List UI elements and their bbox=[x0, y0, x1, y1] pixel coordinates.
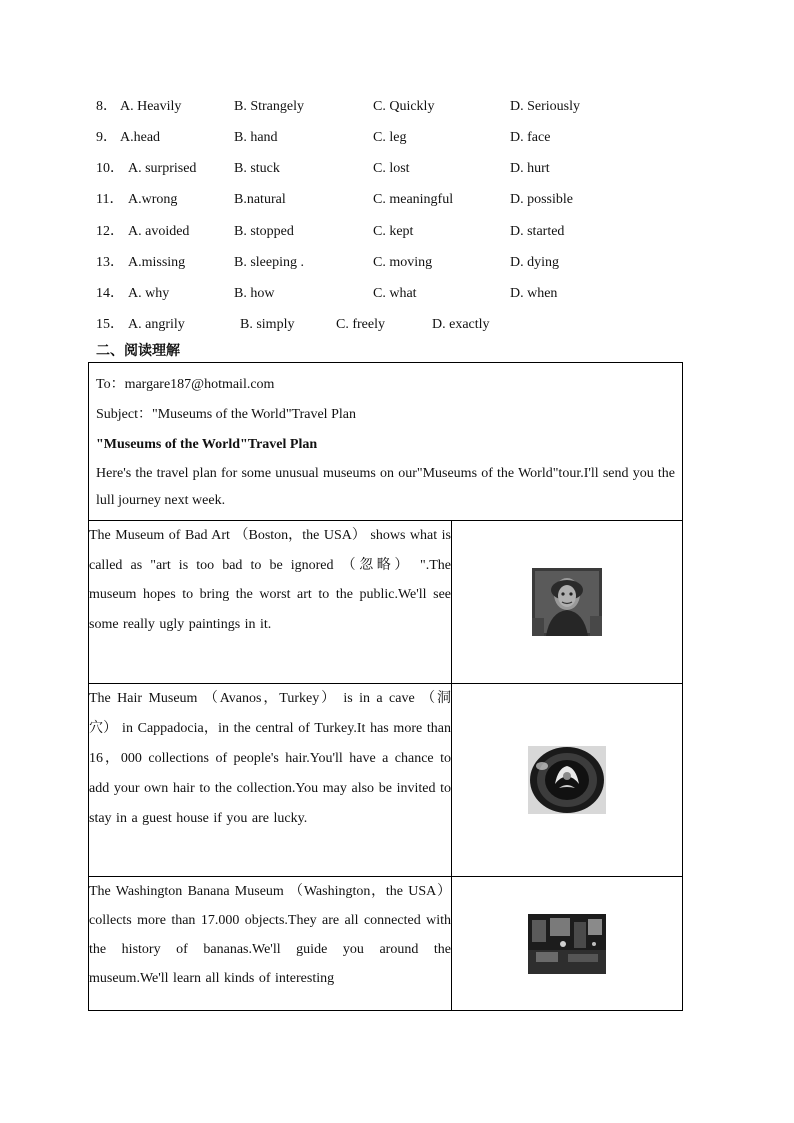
option-c: C. Quickly bbox=[373, 99, 435, 114]
option-b: B. sleeping . bbox=[234, 255, 304, 270]
option-c: C. freely bbox=[336, 317, 385, 332]
hair-museum-photo bbox=[528, 746, 606, 814]
museum-row bbox=[89, 877, 683, 1011]
museum-image-cell bbox=[452, 877, 683, 1011]
option-b: B. stopped bbox=[234, 224, 294, 239]
banana-museum-photo bbox=[528, 914, 606, 974]
option-c: C. moving bbox=[373, 255, 433, 270]
option-d: D. exactly bbox=[432, 317, 490, 332]
option-a: A. angrily bbox=[128, 317, 185, 332]
option-b: B.natural bbox=[234, 192, 286, 207]
museum-description: The Washington Banana Museum （Washington，the USA） collects more than 17.000 objects.They are all connected with the history of bananas.We'll guide you around the museum.We'll learn all kinds of interesting bbox=[89, 877, 452, 1011]
option-a: A. avoided bbox=[128, 224, 190, 239]
option-d: D. possible bbox=[510, 192, 573, 207]
option-a: A. why bbox=[128, 286, 170, 301]
email-header-cell bbox=[89, 363, 683, 521]
museum-description: The Museum of Bad Art （Boston，the USA） shows what is called as "art is too bad to be ignored （忽略） ".The museum hopes to bring the worst art to the public.We'll see some really ugly paintings in it. bbox=[89, 521, 452, 684]
museum-image-cell bbox=[452, 684, 683, 877]
option-a: A. surprised bbox=[128, 161, 197, 176]
option-d: D. dying bbox=[510, 255, 559, 270]
option-b: B. hand bbox=[234, 130, 278, 145]
option-d: D. face bbox=[510, 130, 551, 145]
option-a: A.head bbox=[120, 130, 161, 145]
question-number: 13． bbox=[96, 255, 124, 270]
option-d: D. hurt bbox=[510, 161, 550, 176]
question-number: 11． bbox=[96, 192, 124, 207]
question-number: 9． bbox=[96, 130, 117, 145]
option-c: C. meaningful bbox=[373, 192, 454, 207]
option-d: D. started bbox=[510, 224, 565, 239]
option-c: C. lost bbox=[373, 161, 410, 176]
option-a: A.missing bbox=[128, 255, 186, 270]
question-number: 10． bbox=[96, 161, 124, 176]
option-b: B. Strangely bbox=[234, 99, 304, 114]
option-b: B. how bbox=[234, 286, 275, 301]
museum-description: The Hair Museum （Avanos，Turkey） is in a cave （洞穴） in Cappadocia，in the central of Turkey.It has more than 16，000 collections of people's hair.You'll have a chance to add your own hair to the collection.You may also be invited to stay in a guest house if you are lucky. bbox=[89, 684, 452, 877]
email-intro: Here's the travel plan for some unusual museums on our"Museums of the World"tour.I'll send you the lull journey next week. bbox=[96, 466, 675, 508]
question-number: 8． bbox=[96, 99, 117, 114]
option-d: D. Seriously bbox=[510, 99, 580, 114]
plan-title: "Museums of the World"Travel Plan bbox=[96, 437, 318, 452]
email-subject: Subject："Museums of the World"Travel Plan bbox=[96, 407, 356, 422]
option-d: D. when bbox=[510, 286, 558, 301]
option-c: C. leg bbox=[373, 130, 407, 145]
option-b: B. simply bbox=[240, 317, 295, 332]
option-a: A. Heavily bbox=[120, 99, 182, 114]
museum-row bbox=[89, 684, 683, 877]
museum-image-cell bbox=[452, 521, 683, 684]
option-b: B. stuck bbox=[234, 161, 280, 176]
section-heading: 二、阅读理解 bbox=[96, 343, 180, 359]
question-number: 14． bbox=[96, 286, 124, 301]
email-to: To：margare187@hotmail.com bbox=[96, 377, 275, 392]
bad-art-painting bbox=[532, 568, 602, 636]
option-c: C. what bbox=[373, 286, 417, 301]
question-number: 12． bbox=[96, 224, 124, 239]
reading-table bbox=[88, 362, 683, 1011]
option-a: A.wrong bbox=[128, 192, 178, 207]
museum-row bbox=[89, 521, 683, 684]
option-c: C. kept bbox=[373, 224, 414, 239]
question-number: 15． bbox=[96, 317, 124, 332]
